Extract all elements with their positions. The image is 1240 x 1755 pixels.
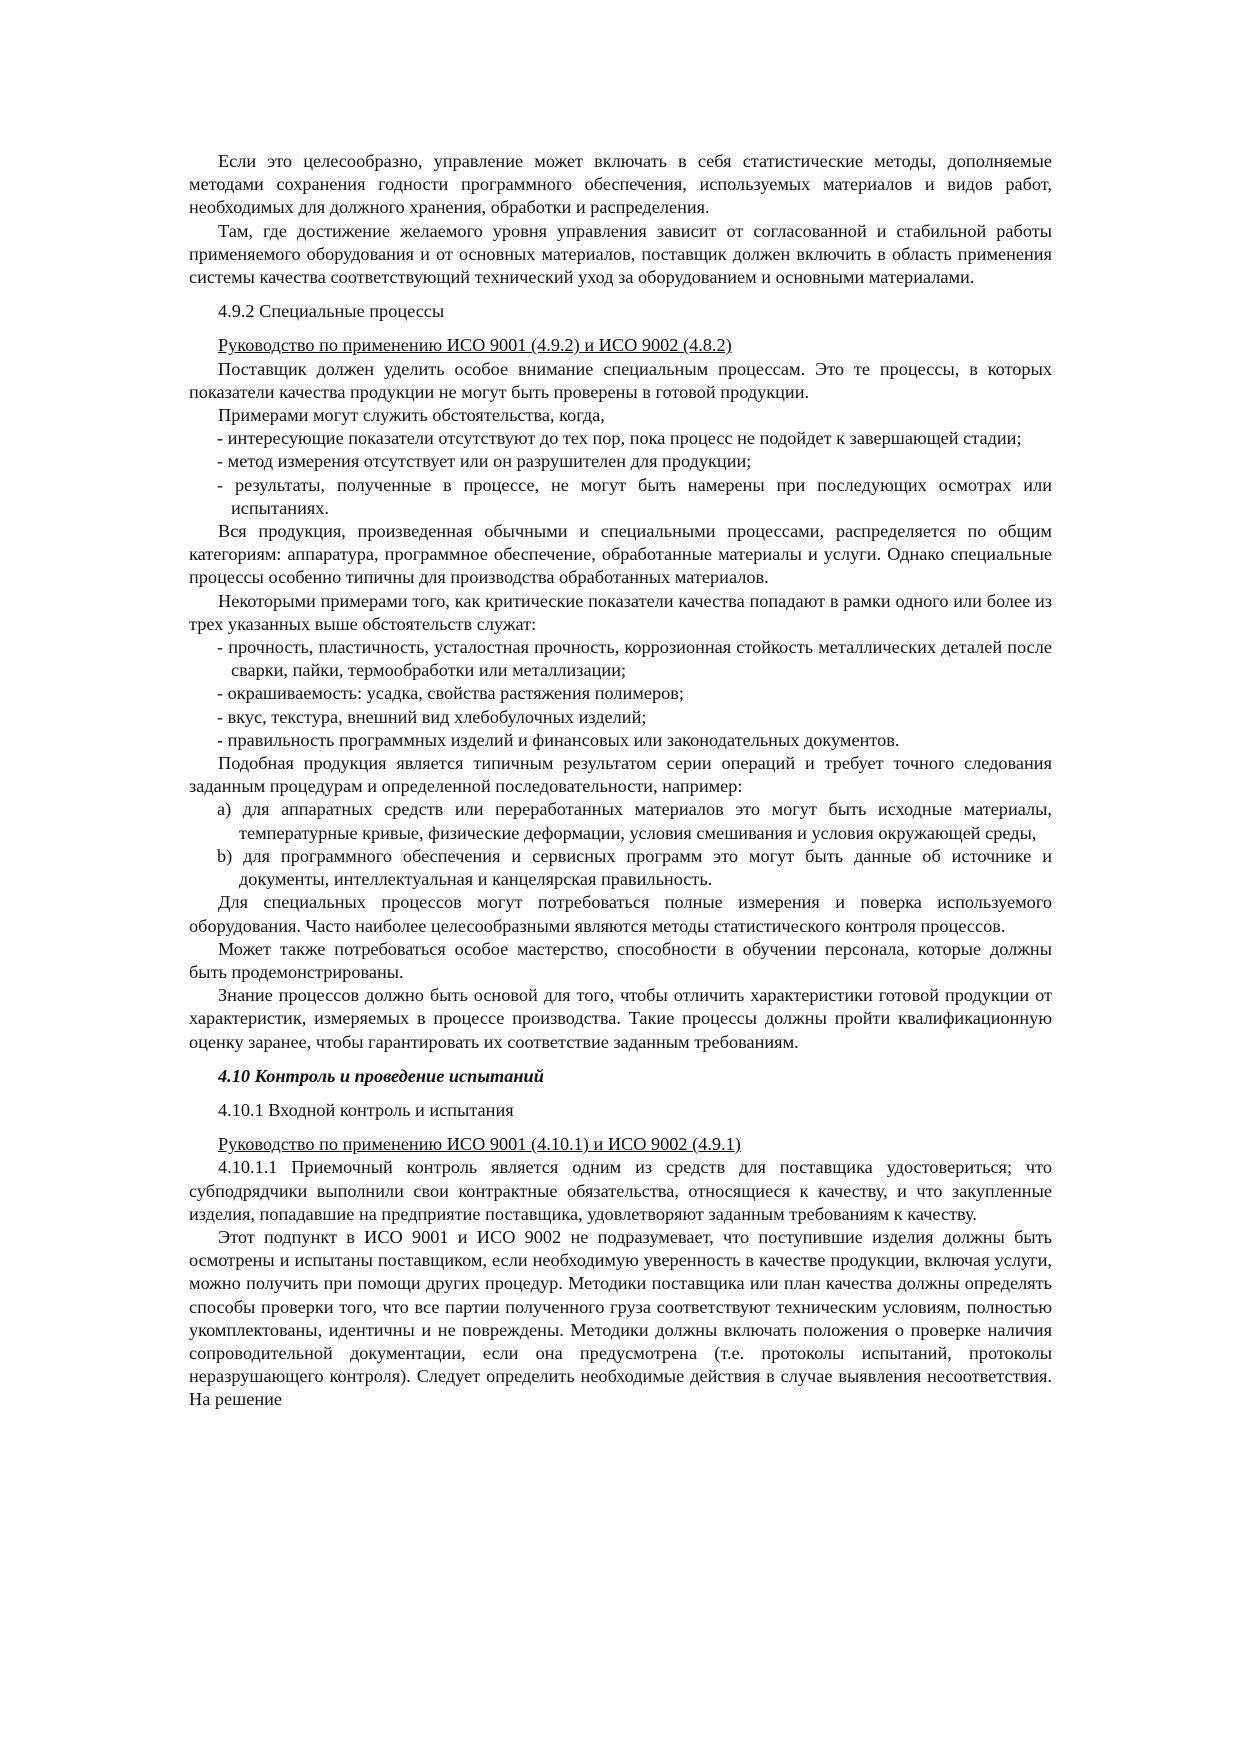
guide-reference xyxy=(189,1133,1052,1156)
paragraph: Там, где достижение желаемого уровня управления зависит от согласованной и стабильной работы применяемого оборудования и от основных материалов, поставщик должен включить в область применения системы качества соответствующий технический уход за оборудованием и основными материалами. xyxy=(189,220,1052,288)
list-item: b) для программного обеспечения и сервисных программ это могут быть данные об источнике и документы, интеллектуальная и канцелярская правильность. xyxy=(217,845,1052,890)
paragraph: Вся продукция, произведенная обычными и специальными процессами, распределяется по общим категориям: аппаратура, программное обеспечение, обработанные материалы и услуги. Однако специальные процессы особенно типичны для производства обработанных материалов. xyxy=(189,521,1052,588)
list-item: - результаты, полученные в процессе, не могут быть намерены при последующих осмотрах или испытаниях. xyxy=(217,474,1052,518)
paragraph: Знание процессов должно быть основой для того, чтобы отличить характеристики готовой продукции от характеристик, измеряемых в процессе производства. Такие процессы должны пройти квалификационную оценку заранее, чтобы гарантировать их соответствие заданным требованиям. xyxy=(189,985,1052,1052)
paragraph: Подобная продукция является типичным результатом серии операций и требует точного следования заданным процедурам и определенной последовательности, например: xyxy=(189,753,1052,797)
paragraph: Для специальных процессов могут потребоваться полные измерения и поверка используемого оборудования. Часто наиболее целесообразными являются методы статистического контроля процессов. xyxy=(189,892,1052,936)
list-item: - прочность, пластичность, усталостная прочность, коррозионная стойкость металлических деталей после сварки, пайки, термообработки или металлизации; xyxy=(217,637,1052,681)
guide-reference-text: Руководство по применению ИСО 9001 (4.10.1) и ИСО 9002 (4.9.1) xyxy=(218,1134,741,1155)
paragraph: Поставщик должен уделить особое внимание специальным процессам. Это те процессы, в которых показатели качества продукции не могут быть проверены в готовой продукции. xyxy=(189,358,1052,402)
section-heading-4-10-text: 4.10 Контроль и проведение испытаний xyxy=(218,1065,544,1086)
document-page xyxy=(189,150,1052,1412)
section-heading-4-9-2: 4.9.2 Специальные процессы xyxy=(218,301,445,322)
paragraph: Этот подпункт в ИСО 9001 и ИСО 9002 не подразумевает, что поступившие изделия должны быть осмотрены и испытаны поставщиком, если необходимую уверенность в качестве продукции, включая услуги, можно получить при помощи других процедур. Методики поставщика или план качества должны определять способы проверки того, что все партии полученного груза соответствуют техническим условиям, полностью укомплектованы, идентичны и не повреждены. Методики должны включать положения о проверке наличия сопроводительной документации, если она предусмотрена (т.е. протоколы испытаний, протоколы неразрушающего контроля). Следует определить необходимые действия в случае выявления несоответствия. На решение xyxy=(189,1226,1052,1410)
section-heading-4-10 xyxy=(189,1065,1052,1088)
paragraph: Если это целесообразно, управление может включать в себя статистические методы, дополняемые методами сохранения годности программного обеспечения, используемых материалов и видов работ, необходимых для должного хранения, обработки и распределения. xyxy=(189,151,1052,218)
guide-reference xyxy=(189,334,1052,357)
list-item: - вкус, текстура, внешний вид хлебобулочных изделий; xyxy=(217,706,647,727)
list-item: - интересующие показатели отсутствуют до тех пор, пока процесс не подойдет к завершающей стадии; xyxy=(217,428,1022,449)
list-item: - окрашиваемость: усадка, свойства растяжения полимеров; xyxy=(217,683,684,704)
paragraph: Может также потребоваться особое мастерство, способности в обучении персонала, которые должны быть продемонстрированы. xyxy=(189,938,1052,982)
section-heading-4-10-1: 4.10.1 Входной контроль и испытания xyxy=(218,1099,514,1120)
guide-reference-text: Руководство по применению ИСО 9001 (4.9.2) и ИСО 9002 (4.8.2) xyxy=(218,335,732,356)
paragraph: 4.10.1.1 Приемочный контроль является одним из средств для поставщика удостовериться; что субподрядчики выполнили свои контрактные обязательства, относящиеся к качеству, и что закупленные изделия, попадавшие на предприятие поставщика, удовлетворяют заданным требованиям к качеству. xyxy=(189,1157,1052,1224)
list-item: a) для аппаратных средств или переработанных материалов это могут быть исходные материалы, температурные кривые, физические деформации, условия смешивания и условия окружающей среды, xyxy=(217,799,1052,843)
paragraph: Некоторыми примерами того, как критические показатели качества попадают в рамки одного или более из трех указанных выше обстоятельств служат: xyxy=(189,590,1052,634)
list-item: - метод измерения отсутствует или он разрушителен для продукции; xyxy=(217,451,752,472)
list-item: - правильность программных изделий и финансовых или законодательных документов. xyxy=(217,729,900,750)
paragraph: Примерами могут служить обстоятельства, когда, xyxy=(218,405,605,426)
